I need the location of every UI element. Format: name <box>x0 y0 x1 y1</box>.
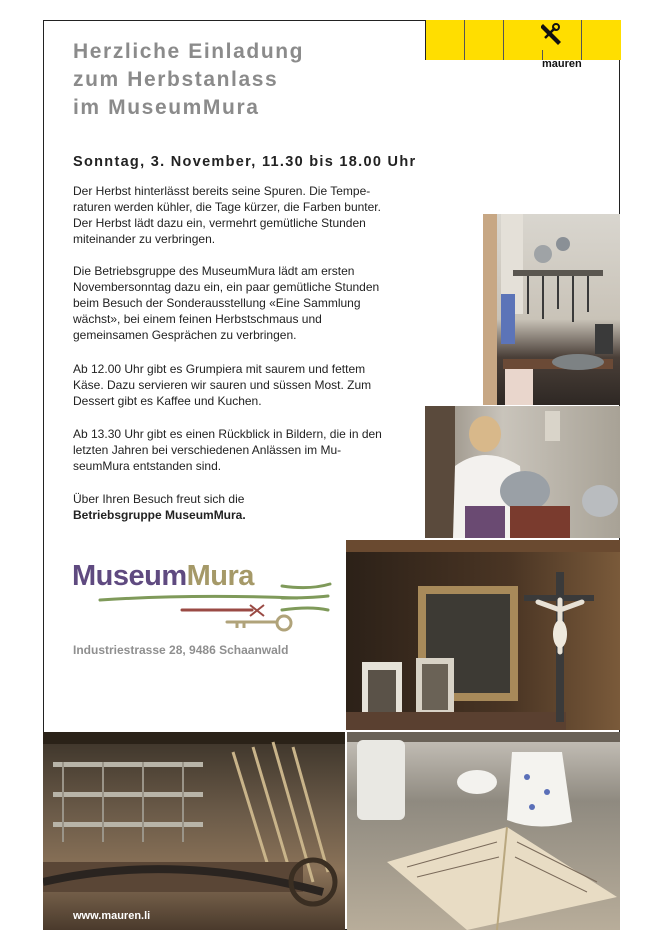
logo-word-mura: Mura <box>186 560 254 592</box>
title-line: zum Herbstanlass <box>73 68 279 91</box>
photo-barn-tools <box>43 732 345 930</box>
paragraph: Ab 12.00 Uhr gibt es Grumpiera mit saurem und fettem Käse. Dazu servieren wir sauren und süssen Most. Zum Dessert gibt es Kaffee und Kuchen. <box>73 362 372 408</box>
page-title <box>73 38 413 122</box>
photo-table-book <box>347 732 620 930</box>
band-divider <box>464 20 465 60</box>
mauren-crest-icon <box>541 20 563 50</box>
museum-address: Industriestrasse 28, 9486 Schaanwald <box>73 643 289 657</box>
pitchfork-key-icon <box>72 580 337 640</box>
logo-word-museum: Museum <box>72 560 187 592</box>
cross-illustration <box>346 540 620 730</box>
table-illustration <box>347 732 620 930</box>
museummura-logo <box>72 560 337 640</box>
closing-signature <box>73 507 386 523</box>
photo-cross-and-mirror <box>346 540 620 730</box>
paragraph: Ab 13.30 Uhr gibt es einen Rückblick in Bildern, die in den letzten Jahren bei verschiedenen Anlässen im MuseumMura entstanden sind. <box>73 427 382 473</box>
title-line: im MuseumMura <box>73 96 260 119</box>
title-line: Herzliche Einladung <box>73 40 305 63</box>
paragraph: Die Betriebsgruppe des MuseumMura lädt am ersten Novembersonntag dazu ein, ein paar gemütliche Stunden beim Besuch der Sonderausstellung «Eine Sammlung wächst», bei einem feinen Herbstschmaus und gemeinsamen Gesprächen zu verbringen. <box>73 264 380 342</box>
brand-name: mauren <box>542 58 582 70</box>
event-date: Sonntag, 3. November, 11.30 bis 18.00 Uhr <box>73 154 417 170</box>
closing-line: Über Ihren Besuch freut sich die <box>73 492 245 506</box>
photo-woman-washing <box>425 406 620 538</box>
website-link[interactable]: www.mauren.li <box>73 910 151 922</box>
utensils-illustration <box>483 214 620 405</box>
photo-kitchen-utensils <box>483 214 620 405</box>
barn-illustration <box>43 732 345 930</box>
paragraph: Der Herbst hinterlässt bereits seine Spuren. Die Temperaturen werden kühler, die Tage kürzer, die Farben bunter. Der Herbst lädt dazu ein, vermehrt gemütliche Stunden miteinander zu verbringen. <box>73 184 381 246</box>
washing-illustration <box>425 406 620 538</box>
band-divider <box>503 20 504 60</box>
band-divider <box>581 20 582 60</box>
brand-color-band <box>425 20 621 60</box>
signature-text: Betriebsgruppe MuseumMura. <box>73 508 246 522</box>
